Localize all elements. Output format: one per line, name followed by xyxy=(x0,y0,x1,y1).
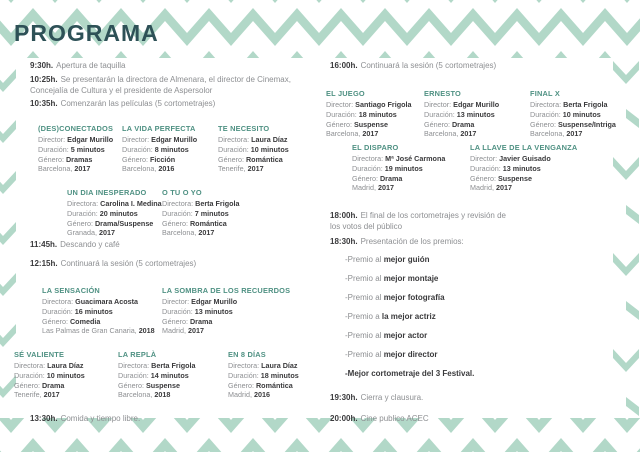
film-city-year: Madrid, 2017 xyxy=(470,183,512,193)
film-duration: Duración: 8 minutos xyxy=(122,144,189,154)
schedule-time: 11:45h. xyxy=(30,240,58,249)
film-director: Director: Edgar Murillo xyxy=(38,135,114,145)
film-genre: Género: Suspense xyxy=(470,173,532,183)
film-card xyxy=(67,188,177,238)
schedule-text: Apertura de taquilla xyxy=(56,61,126,70)
film-duration: Duración: 18 minutos xyxy=(326,109,397,119)
film-city-year: Barcelona, 2018 xyxy=(118,390,171,400)
film-title: LA LLAVE DE LA VENGANZA xyxy=(470,143,578,152)
film-genre: Género: Ficción xyxy=(122,154,176,164)
film-duration: Duración: 13 minutos xyxy=(424,109,495,119)
schedule-text: Descando y café xyxy=(60,240,120,249)
film-director: Director: Edgar Murillo xyxy=(122,135,198,145)
film-duration: Duración: 10 minutos xyxy=(530,109,601,119)
film-genre: Género: Romántica xyxy=(162,218,227,228)
film-card xyxy=(228,350,323,400)
film-city-year: Barcelona, 2017 xyxy=(326,129,379,139)
film-duration: Duración: 18 minutos xyxy=(228,370,299,380)
award-item: -Premio al mejor director xyxy=(345,350,438,359)
schedule-item xyxy=(330,61,496,72)
film-director: Directora: Berta Frigola xyxy=(162,199,240,209)
film-director: Directora: Guacimara Acosta xyxy=(42,297,139,307)
schedule-text: El final de los cortometrajes y revisión de los votos del público xyxy=(330,211,506,231)
film-city-year: Las Palmas de Gran Canaria, 2018 xyxy=(42,326,155,336)
film-director: Directora: Laura Díaz xyxy=(228,361,298,371)
schedule-time: 20:00h. xyxy=(330,414,358,423)
page-title: PROGRAMA xyxy=(14,20,159,46)
film-card xyxy=(14,350,109,400)
film-card xyxy=(42,286,156,336)
schedule-item xyxy=(30,75,304,97)
film-genre: Género: Dramas xyxy=(38,154,93,164)
film-director: Director: Edgar Murillo xyxy=(424,100,500,110)
film-title: SÉ VALIENTE xyxy=(14,350,65,359)
film-card xyxy=(218,124,313,174)
film-duration: Duración: 13 minutos xyxy=(162,306,233,316)
schedule-time: 18:00h. xyxy=(330,211,358,220)
film-title: UN DIA INESPERADO xyxy=(67,188,147,197)
film-genre: Género: Drama xyxy=(352,173,403,183)
film-card xyxy=(470,143,605,193)
schedule-item xyxy=(30,414,140,425)
film-director: Directora: Berta Frigola xyxy=(118,361,196,371)
film-title: LA SENSACIÓN xyxy=(42,286,100,295)
schedule-text: Se presentarán la directora de Almenara, el director de Cinemax, Concejalía de Cultura y el presidente de Aspersolor xyxy=(30,75,291,95)
award-item: -Premio al mejor actor xyxy=(345,331,428,340)
schedule-item xyxy=(330,393,423,404)
film-duration: Duración: 10 minutos xyxy=(14,370,85,380)
film-director: Directora: Laura Díaz xyxy=(218,135,288,145)
film-card xyxy=(352,143,457,193)
film-city-year: Barcelona, 2017 xyxy=(38,164,91,174)
film-title: FINAL X xyxy=(530,89,561,98)
film-duration: Duración: 10 minutos xyxy=(218,144,289,154)
schedule-item xyxy=(30,240,120,251)
film-duration: Duración: 13 minutos xyxy=(470,163,541,173)
film-title: LA REPLÀ xyxy=(118,350,157,359)
film-city-year: Granada, 2017 xyxy=(67,228,115,238)
film-genre: Género: Drama xyxy=(14,380,65,390)
schedule-item xyxy=(30,259,196,270)
film-title: EL DISPARO xyxy=(352,143,399,152)
schedule-item xyxy=(30,61,126,72)
schedule-item xyxy=(330,237,464,248)
film-genre: Género: Drama xyxy=(424,119,475,129)
film-title: O TU O YO xyxy=(162,188,202,197)
schedule-text: Cine publico ACEC xyxy=(360,414,429,423)
schedule-item xyxy=(30,99,215,110)
film-card xyxy=(122,124,214,174)
film-genre: Género: Suspense xyxy=(118,380,180,390)
film-director: Director: Edgar Murillo xyxy=(162,297,238,307)
film-title: (DES)CONECTADOS xyxy=(38,124,114,133)
schedule-text: Presentación de los premios: xyxy=(360,237,464,246)
film-title: LA VIDA PERFECTA xyxy=(122,124,196,133)
film-city-year: Barcelona, 2017 xyxy=(530,129,583,139)
film-city-year: Tenerife, 2017 xyxy=(218,164,264,174)
film-duration: Duración: 16 minutos xyxy=(42,306,113,316)
film-city-year: Barcelona, 2017 xyxy=(424,129,477,139)
film-genre: Género: Suspense/Intriga xyxy=(530,119,616,129)
award-item: -Premio al mejor montaje xyxy=(345,274,439,283)
film-director: Directora: Carolina I. Medina xyxy=(67,199,162,209)
film-director: Director: Javier Guisado xyxy=(470,154,551,164)
schedule-time: 18:30h. xyxy=(330,237,358,246)
award-item: -Mejor cortometraje del 3 Festival. xyxy=(345,369,475,378)
film-title: EN 8 DÍAS xyxy=(228,350,266,359)
film-card xyxy=(162,286,317,336)
schedule-time: 12:15h. xyxy=(30,259,58,268)
schedule-time: 10:25h. xyxy=(30,75,58,84)
film-city-year: Madrid, 2017 xyxy=(162,326,204,336)
film-director: Director: Santiago Frigola xyxy=(326,100,412,110)
film-card xyxy=(424,89,519,139)
schedule-item xyxy=(330,414,429,425)
film-duration: Duración: 5 minutos xyxy=(38,144,105,154)
film-director: Directora: Berta Frigola xyxy=(530,100,608,110)
film-genre: Género: Romántica xyxy=(228,380,293,390)
schedule-time: 16:00h. xyxy=(330,61,358,70)
schedule-text: Continuará la sesión (5 cortometrajes) xyxy=(360,61,497,70)
film-title: ERNESTO xyxy=(424,89,461,98)
film-card xyxy=(38,124,122,174)
schedule-text: Continuará la sesión (5 cortometrajes) xyxy=(60,259,197,268)
film-card xyxy=(162,188,257,238)
film-duration: Duración: 20 minutos xyxy=(67,208,138,218)
film-card xyxy=(530,89,635,139)
film-director: Directora: Laura Díaz xyxy=(14,361,84,371)
film-city-year: Madrid, 2016 xyxy=(228,390,270,400)
film-title: LA SOMBRA DE LOS RECUERDOS xyxy=(162,286,291,295)
film-duration: Duración: 7 minutos xyxy=(162,208,229,218)
schedule-time: 10:35h. xyxy=(30,99,58,108)
schedule-time: 13:30h. xyxy=(30,414,58,423)
schedule-text: Cierra y clausura. xyxy=(360,393,424,402)
film-genre: Género: Drama xyxy=(162,316,213,326)
award-item: -Premio a la mejor actriz xyxy=(345,312,436,321)
schedule-item xyxy=(330,211,518,233)
film-genre: Género: Suspense xyxy=(326,119,388,129)
awards-list xyxy=(345,255,474,388)
film-card xyxy=(118,350,213,400)
award-item: -Premio al mejor guión xyxy=(345,255,430,264)
film-duration: Duración: 14 minutos xyxy=(118,370,189,380)
schedule-text: Comida y tiempo libre. xyxy=(60,414,141,423)
film-title: EL JUEGO xyxy=(326,89,365,98)
schedule-text: Comenzarán las películas (5 cortometrajes) xyxy=(60,99,216,108)
schedule-time: 19:30h. xyxy=(330,393,358,402)
film-card xyxy=(326,89,421,139)
schedule-time: 9:30h. xyxy=(30,61,54,70)
film-city-year: Barcelona, 2017 xyxy=(162,228,215,238)
film-city-year: Barcelona, 2016 xyxy=(122,164,175,174)
award-item: -Premio al mejor fotografía xyxy=(345,293,445,302)
film-genre: Género: Comedia xyxy=(42,316,101,326)
film-city-year: Madrid, 2017 xyxy=(352,183,394,193)
film-title: TE NECESITO xyxy=(218,124,270,133)
film-genre: Género: Drama/Suspense xyxy=(67,218,154,228)
film-duration: Duración: 19 minutos xyxy=(352,163,423,173)
film-genre: Género: Romántica xyxy=(218,154,283,164)
film-city-year: Tenerife, 2017 xyxy=(14,390,60,400)
film-director: Directora: Mª José Carmona xyxy=(352,154,446,164)
